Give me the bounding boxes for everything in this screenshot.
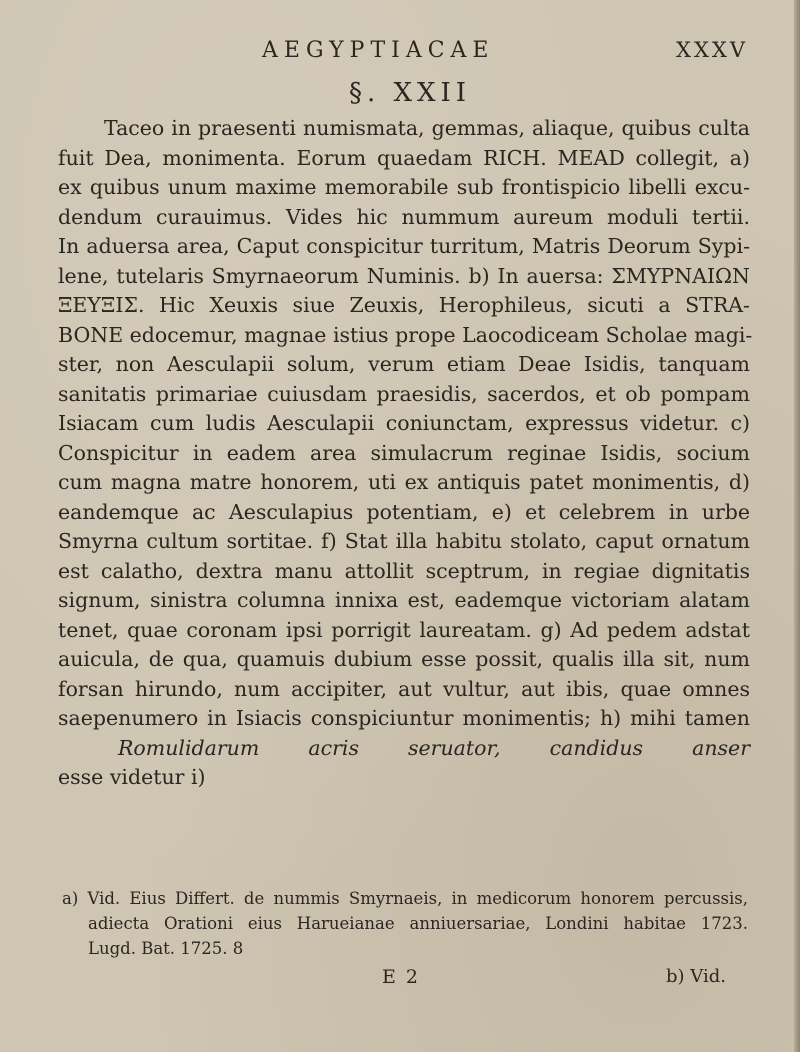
text-line: BONE edocemur, magnae istius prope Laocodiceam Scholae magi- <box>58 322 753 347</box>
catchword: b) Vid. <box>666 966 726 987</box>
text-line: In aduersa area, Caput conspicitur turritum, Matris Deorum Sypi- <box>58 234 750 258</box>
text-line: dendum curauimus. Vides hic nummum aureum moduli tertii. <box>58 204 750 229</box>
text-line: eandemque ac Aesculapius potentiam, e) et celebrem in urbe <box>58 499 750 524</box>
text-line: fuit Dea, monimenta. Eorum quaedam RICH. MEAD collegit, a) <box>58 145 750 170</box>
page-number: XXXV <box>676 38 749 62</box>
text-line: sanitatis primariae cuiusdam praesidis, sacerdos, et ob pompam <box>58 381 750 406</box>
text-line: lene, tutelaris Smyrnaeorum Numinis. b) In auersa: ΣΜΥΡΝΑΙΩΝ <box>58 263 750 288</box>
text-line: ex quibus unum maxime memorabile sub frontispicio libelli excu- <box>58 175 750 199</box>
text-line: Isiacam cum ludis Aesculapii coniunctam, expressus videtur. c) <box>58 411 750 435</box>
text-line: Conspicitur in eadem area simulacrum reginae Isidis, socium <box>58 440 750 465</box>
text-line: esse videtur i) <box>58 765 206 789</box>
section-heading: §. XXII <box>348 78 472 108</box>
page-edge-shadow <box>794 0 800 1052</box>
signature-mark: E 2 <box>382 966 420 988</box>
text-line: forsan hirundo, num accipiter, aut vultur, aut ibis, quae omnes <box>58 676 750 701</box>
footnote-line: adiecta Orationi eius Harueianae anniuersariae, Londini habitae 1723. <box>88 914 748 933</box>
footnote-line: Lugd. Bat. 1725. 8 <box>88 939 244 958</box>
text-line: est calatho, dextra manu attollit sceptrum, in regiae dignitatis <box>58 558 750 583</box>
text-line: Taceo in praesenti numismata, gemmas, aliaque, quibus culta <box>104 116 750 140</box>
running-head <box>0 38 800 68</box>
verse-quotation: Romulidarum acris seruator, candidus anser <box>118 735 750 760</box>
text-line: tenet, quae coronam ipsi porrigit laureatam. g) Ad pedem adstat <box>58 617 750 642</box>
text-line: ster, non Aesculapii solum, verum etiam Deae Isidis, tanquam <box>58 352 750 376</box>
body-text <box>58 114 753 793</box>
text-line: signum, sinistra columna innixa est, eademque victoriam alatam <box>58 588 750 612</box>
text-line: Smyrna cultum sortitae. f) Stat illa habitu stolato, caput ornatum <box>58 529 750 553</box>
text-line: saepenumero in Isiacis conspiciuntur monimentis; h) mihi tamen <box>58 706 750 730</box>
text-line: ΞΕΥΞΙΣ. Hic Xeuxis siue Zeuxis, Herophileus, sicuti a STRA- <box>58 293 750 317</box>
running-title: AEGYPTIACAE <box>262 38 495 63</box>
footnotes <box>58 886 748 961</box>
footnote-line: a) Vid. Eius Differt. de nummis Smyrnaeis, in medicorum honorem percussis, <box>62 889 748 908</box>
text-line: auicula, de qua, quamuis dubium esse possit, qualis illa sit, num <box>58 647 750 671</box>
text-line: cum magna matre honorem, uti ex antiquis patet monimentis, d) <box>58 470 750 494</box>
